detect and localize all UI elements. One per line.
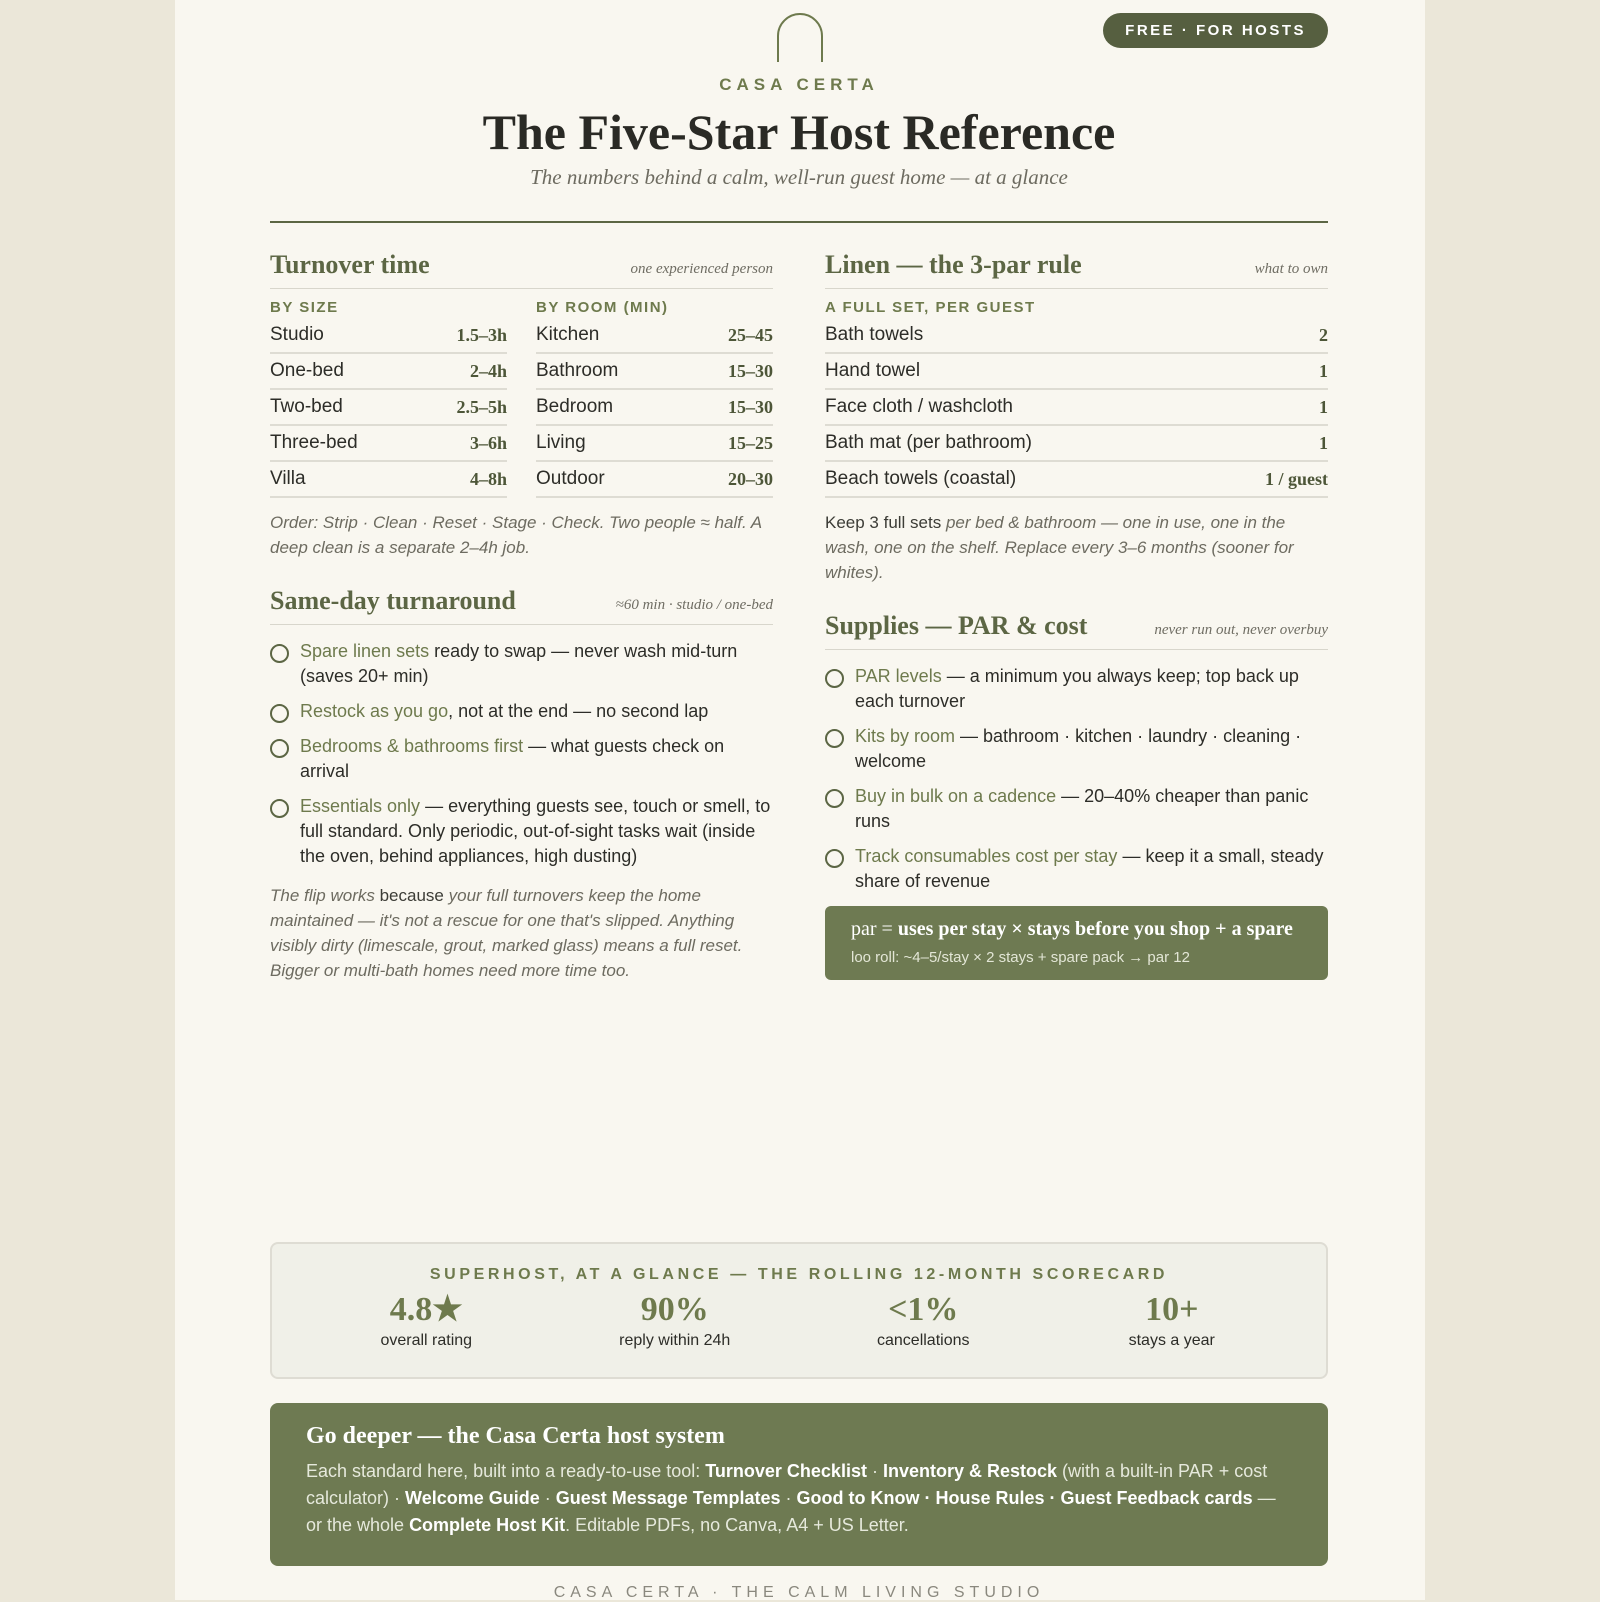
row-value: 15–30 [728, 360, 773, 381]
item-lead: Kits by room [855, 726, 956, 746]
row-label: Two-bed [270, 396, 343, 417]
right-column [825, 250, 1328, 980]
row-value: 15–25 [728, 432, 773, 453]
section-header [270, 586, 773, 625]
turnover-footnote: Order: Strip · Clean · Reset · Stage · Check. Two people ≈ half. A deep clean is a separate 2–4h job. [270, 513, 762, 557]
table-row [825, 354, 1328, 390]
row-value: 2 [1319, 324, 1328, 345]
stat-item [565, 1290, 785, 1350]
product-welcome-guide: Welcome Guide [405, 1488, 540, 1508]
item-text: — bathroom · kitchen · laundry · cleaning · welcome [855, 726, 1302, 771]
checkbox-circle-icon [825, 789, 844, 808]
row-label: Bedroom [536, 396, 614, 417]
section-header [270, 250, 773, 289]
checklist-item [825, 664, 1328, 714]
item-lead: Buy in bulk on a cadence [855, 786, 1057, 806]
section-note: never run out, never overbuy [1154, 622, 1328, 638]
row-value: 2.5–5h [456, 396, 507, 417]
row-value: 2–4h [469, 360, 507, 381]
row-value: 4–8h [469, 468, 507, 489]
section-header [825, 611, 1328, 650]
row-label: Hand towel [825, 360, 921, 381]
same-day-checklist [270, 639, 773, 869]
table-row [536, 426, 773, 462]
table-row [825, 426, 1328, 462]
superhost-scorecard [270, 1242, 1328, 1379]
supplies-section [825, 611, 1328, 980]
stat-value: <1% [888, 1291, 959, 1328]
separator: · [780, 1488, 797, 1508]
go-deeper-body [306, 1458, 1292, 1539]
checklist-item [270, 794, 773, 869]
body-text: Each standard here, built into a ready-to-use tool: [306, 1461, 706, 1481]
page-subtitle: The numbers behind a calm, well-run guest home — at a glance [530, 165, 1068, 189]
row-label: Three-bed [270, 432, 358, 453]
item-text: ready to swap — never wash mid-turn (saves 20+ min) [300, 641, 738, 686]
stat-label: reply within 24h [619, 1332, 731, 1349]
footnote-rest: per bed & bathroom — one in use, one in the wash, one on the shelf. Replace every 3–6 months (sooner for whites). [825, 513, 1294, 582]
go-deeper-box [270, 1403, 1328, 1566]
row-value: 20–30 [728, 468, 773, 489]
table-row [825, 462, 1328, 498]
product-turnover-checklist: Turnover Checklist [705, 1461, 867, 1481]
section-note: ≈60 min · studio / one-bed [615, 597, 773, 613]
scorecard-title: SUPERHOST, AT A GLANCE — THE ROLLING 12-MONTH SCORECARD [429, 1266, 1169, 1283]
item-text: — 20–40% cheaper than panic runs [855, 786, 1309, 831]
table-row [536, 318, 773, 354]
linen-section [825, 250, 1328, 585]
table-label: A FULL SET, PER GUEST [825, 299, 1036, 316]
turnover-time-section [270, 250, 773, 560]
header-divider [270, 221, 1328, 223]
footer: CASA CERTA · THE CALM LIVING STUDIO [553, 1584, 1045, 1601]
item-lead: PAR levels [855, 666, 942, 686]
row-label: Studio [270, 324, 324, 345]
free-for-hosts-badge: FREE · FOR HOSTS [1103, 13, 1328, 48]
checkbox-circle-icon [270, 739, 289, 758]
body-text: — or the whole [306, 1488, 1276, 1535]
page [175, 0, 1425, 1600]
item-text: — a minimum you always keep; top back up each turnover [855, 666, 1299, 711]
checkbox-circle-icon [270, 799, 289, 818]
footnote-connector: because [374, 886, 449, 905]
row-label: Face cloth / washcloth [825, 396, 1013, 417]
stat-item [813, 1290, 1033, 1350]
formula-expression: uses per stay × stays before you shop + a spare [897, 918, 1293, 940]
arch-logo-icon [776, 12, 824, 64]
section-title: Supplies — PAR & cost [825, 611, 1088, 640]
row-value: 1.5–3h [456, 324, 507, 345]
item-lead: Essentials only [300, 796, 421, 816]
par-example: loo roll: ~4–5/stay × 2 stays + spare pack → par 12 [851, 949, 1190, 966]
table-row [536, 354, 773, 390]
checkbox-circle-icon [270, 704, 289, 723]
left-column [270, 250, 773, 983]
section-header [825, 250, 1328, 289]
brand-name: CASA CERTA [719, 75, 879, 94]
row-value: 1 [1319, 432, 1328, 453]
product-complete-host-kit: Complete Host Kit [409, 1515, 566, 1535]
section-title: Same-day turnaround [270, 586, 516, 615]
row-label: Living [536, 432, 586, 453]
checklist-item [825, 724, 1328, 774]
checkbox-circle-icon [825, 669, 844, 688]
checklist-item [270, 699, 773, 724]
row-value: 25–45 [728, 324, 773, 345]
checkbox-circle-icon [825, 849, 844, 868]
table-row [536, 462, 773, 498]
footnote-rest: your full turnovers keep the home maintained — it's not a rescue for one that's slipped. Anything visibly dirty (limescale, grout, marked glass) means a full reset. Bigger or multi-bath homes need more time too. [270, 886, 743, 980]
row-label: Bath mat (per bathroom) [825, 432, 1032, 453]
by-size-table [270, 289, 507, 498]
supplies-checklist [825, 664, 1328, 894]
row-label: One-bed [270, 360, 344, 381]
product-cards: Good to Know · House Rules · Guest Feedback cards [796, 1488, 1253, 1508]
item-text: — what guests check on arrival [300, 736, 725, 781]
stat-label: stays a year [1128, 1332, 1215, 1349]
page-title: The Five-Star Host Reference [482, 104, 1116, 160]
stat-value: 4.8★ [389, 1291, 463, 1328]
product-guest-message-templates: Guest Message Templates [555, 1488, 781, 1508]
checklist-item [270, 639, 773, 689]
table-row [270, 426, 507, 462]
table-row [270, 318, 507, 354]
separator: · [866, 1461, 883, 1481]
stat-item [1062, 1290, 1282, 1350]
par-formula-box [825, 906, 1328, 980]
table-row [270, 462, 507, 498]
table-label: BY ROOM (MIN) [536, 299, 669, 316]
table-row [270, 354, 507, 390]
row-label: Villa [270, 468, 306, 489]
footnote-lead: The flip works [270, 886, 375, 905]
section-note: what to own [1254, 261, 1328, 277]
same-day-section [270, 586, 773, 983]
table-row [825, 318, 1328, 354]
row-label: Bath towels [825, 324, 924, 345]
row-label: Bathroom [536, 360, 619, 381]
row-label: Beach towels (coastal) [825, 468, 1017, 489]
stat-label: overall rating [380, 1332, 473, 1349]
row-label: Outdoor [536, 468, 605, 489]
linen-footnote [825, 510, 1328, 585]
table-label: BY SIZE [270, 299, 339, 316]
table-row [270, 390, 507, 426]
scorecard-stats [272, 1290, 1326, 1350]
section-title: Linen — the 3-par rule [825, 250, 1082, 279]
row-label: Kitchen [536, 324, 600, 345]
item-lead: Spare linen sets [300, 641, 430, 661]
body-text: . Editable PDFs, no Canva, A4 + US Letter. [565, 1515, 909, 1535]
section-note: one experienced person [630, 261, 773, 277]
checkbox-circle-icon [825, 729, 844, 748]
item-text: , not at the end — no second lap [448, 701, 709, 721]
body-text: (with a built-in PAR + cost calculator) · [306, 1461, 1268, 1508]
checklist-item [270, 734, 773, 784]
row-value: 3–6h [469, 432, 507, 453]
formula-prefix: par = [851, 918, 898, 940]
checkbox-circle-icon [270, 644, 289, 663]
go-deeper-title: Go deeper — the Casa Certa host system [306, 1423, 725, 1449]
section-title: Turnover time [270, 250, 430, 279]
same-day-footnote [270, 883, 773, 983]
checklist-item [825, 844, 1328, 894]
turnover-tables [270, 289, 773, 498]
footnote-lead: Keep 3 full sets [825, 513, 942, 532]
item-lead: Restock as you go [300, 701, 449, 721]
stat-value: 10+ [1145, 1291, 1199, 1328]
row-value: 1 [1319, 396, 1328, 417]
row-value: 1 / guest [1265, 468, 1328, 489]
item-text: — everything guests see, touch or smell, to full standard. Only periodic, out-of-sight tasks wait (inside the oven, behind appliances, high dusting) [300, 796, 771, 866]
table-row [536, 390, 773, 426]
stat-value: 90% [640, 1291, 709, 1328]
stat-item [316, 1290, 536, 1350]
checklist-item [825, 784, 1328, 834]
par-formula [851, 918, 1302, 941]
row-value: 1 [1319, 360, 1328, 381]
row-value: 15–30 [728, 396, 773, 417]
separator: · [539, 1488, 556, 1508]
product-inventory-restock: Inventory & Restock [882, 1461, 1058, 1481]
stat-label: cancellations [877, 1332, 970, 1349]
item-text: — keep it a small, steady share of revenue [855, 846, 1324, 891]
item-lead: Bedrooms & bathrooms first [300, 736, 524, 756]
item-lead: Track consumables cost per stay [855, 846, 1118, 866]
table-row [825, 390, 1328, 426]
by-room-table [536, 289, 773, 498]
